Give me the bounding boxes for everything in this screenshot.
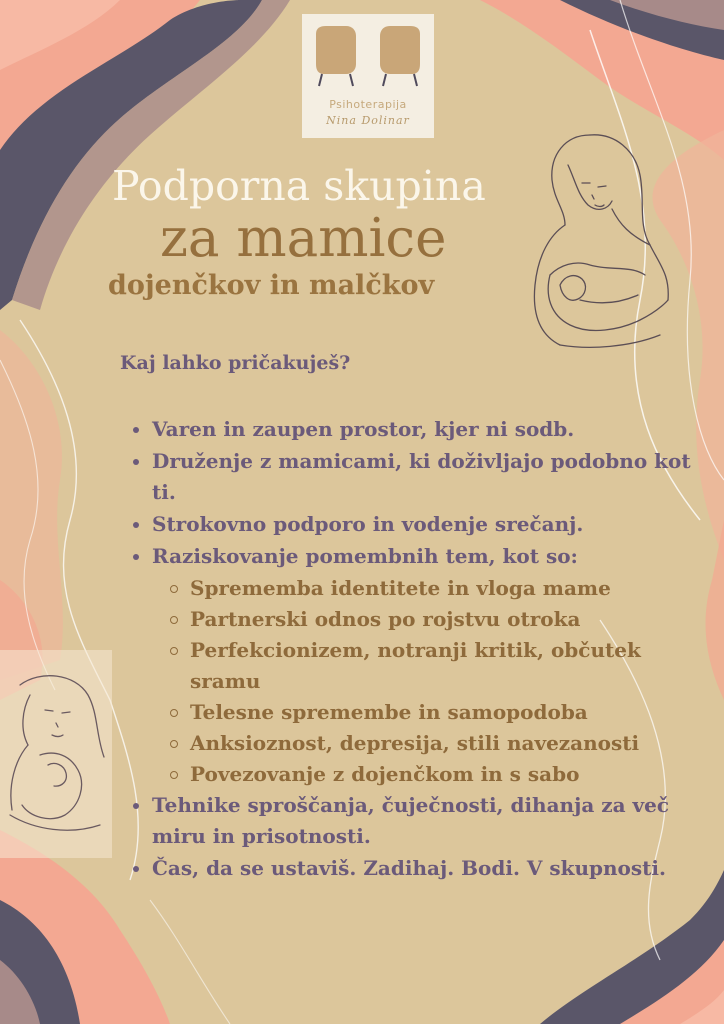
list-item: Raziskovanje pomembnih tem, kot so: (152, 541, 697, 572)
mother-hug-illustration (0, 665, 112, 845)
sublist-item: Povezovanje z dojenčkom in s sabo (190, 759, 697, 790)
list-item: Čas, da se ustaviš. Zadihaj. Bodi. V skupnosti. (152, 853, 697, 884)
logo (302, 14, 434, 138)
sublist-item: Perfekcionizem, notranji kritik, občutek sramu (190, 635, 697, 697)
list-item: Druženje z mamicami, ki doživljajo podobno kot ti. (152, 446, 697, 508)
page-title-line2: za mamice (160, 208, 447, 269)
expectations-list (152, 414, 697, 885)
logo-brand-line1: Psihoterapija (329, 98, 407, 111)
sublist-item: Partnerski odnos po rojstvu otroka (190, 604, 697, 635)
list-item: Strokovno podporo in vodenje srečanj. (152, 509, 697, 540)
sublist-item: Sprememba identitete in vloga mame (190, 573, 697, 604)
mother-nursing-illustration (520, 125, 690, 355)
intro-question: Kaj lahko pričakuješ? (120, 352, 351, 374)
logo-brand-line2: Nina Dolinar (326, 114, 410, 127)
list-item: Varen in zaupen prostor, kjer ni sodb. (152, 414, 697, 445)
page-subtitle: dojenčkov in malčkov (108, 270, 435, 301)
list-item: Tehnike sproščanja, čuječnosti, dihanja za več miru in prisotnosti. (152, 790, 697, 852)
sublist-item: Anksioznost, depresija, stili navezanosti (190, 728, 697, 759)
page-title-line1: Podporna skupina (112, 162, 486, 210)
topics-sublist (152, 573, 697, 790)
sublist-item: Telesne spremembe in samopodoba (190, 697, 697, 728)
